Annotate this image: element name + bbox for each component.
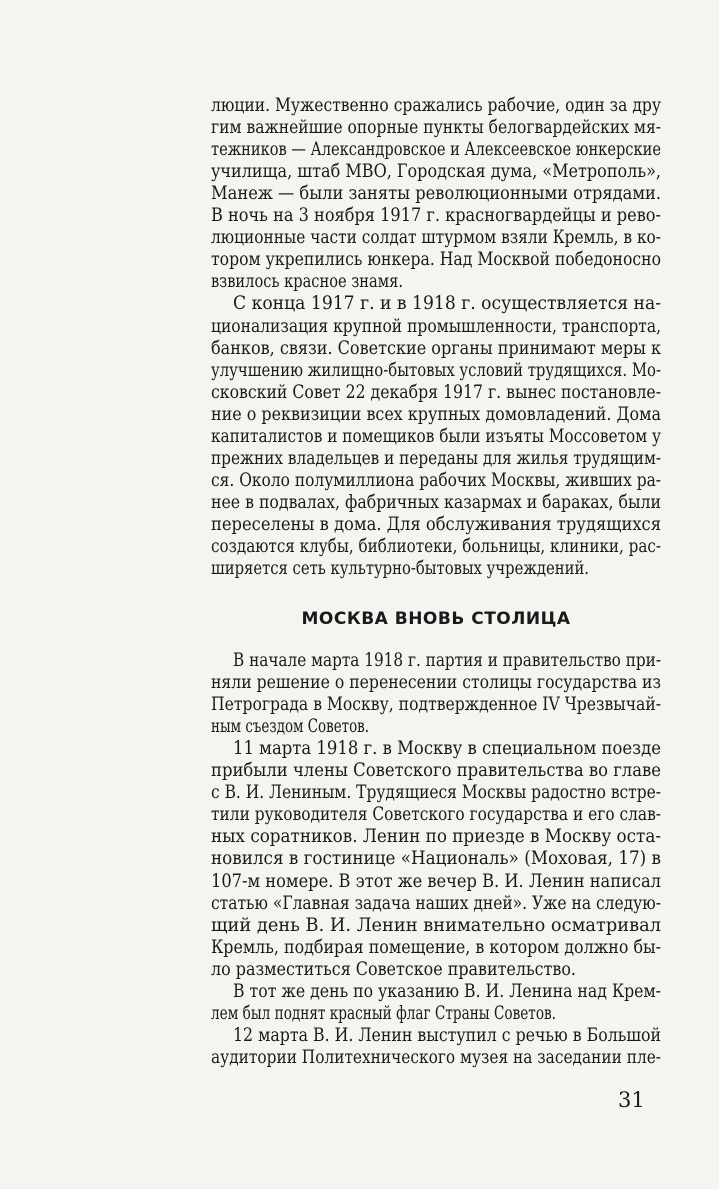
- text-line: С конца 1917 г. и в 1918 г. осуществляется на-: [233, 292, 661, 315]
- text-line: 11 марта 1918 г. в Москву в специальном поезде: [233, 737, 661, 760]
- text-line: щий день В. И. Ленин внимательно осматривал: [211, 913, 661, 936]
- text-line: люционные части солдат штурмом взяли Кремль, в ко-: [211, 226, 661, 249]
- text-line: 12 марта В. И. Ленин выступил с речью в Большой: [233, 1023, 661, 1046]
- text-line: сковский Совет 22 декабря 1917 г. вынес постановле-: [211, 380, 661, 403]
- text-line: с В. И. Лениным. Трудящиеся Москвы радостно встре-: [211, 781, 661, 804]
- text-line: лем был поднят красный флаг Страны Советов.: [211, 1001, 556, 1024]
- text-line: прибыли члены Советского правительства во главе: [211, 759, 661, 782]
- text-line: В ночь на 3 ноября 1917 г. красногвардейцы и рево-: [211, 204, 661, 227]
- text-line: ным съездом Советов.: [211, 715, 369, 738]
- text-line: банков, связи. Советские органы принимают меры к: [211, 336, 661, 359]
- text-line: прежних владельцев и переданы для жилья трудящим-: [211, 446, 661, 469]
- text-line: переселены в дома. Для обслуживания трудящихся: [211, 512, 661, 535]
- section-heading: МОСКВА ВНОВЬ СТОЛИЦА: [301, 609, 571, 629]
- text-line: люции. Мужественно сражались рабочие, один за дру: [211, 94, 661, 116]
- page-number: 31: [618, 1088, 645, 1112]
- text-line: новился в гостинице «Националь» (Моховая, 17) в: [211, 847, 661, 870]
- text-line: ционализация крупной промышленности, транспорта,: [211, 314, 661, 337]
- text-line: ширяется сеть культурно-бытовых учреждений.: [211, 557, 589, 580]
- text-line: нее в подвалах, фабричных казармах и бараках, были: [211, 490, 661, 513]
- text-line: взвилось красное знамя.: [211, 270, 403, 293]
- text-line: В начале марта 1918 г. партия и правительство при-: [233, 649, 661, 671]
- text-line: ние о реквизиции всех крупных домовладений. Дома: [211, 402, 661, 425]
- text-line: В тот же день по указанию В. И. Ленина над Крем-: [233, 979, 661, 1002]
- text-line: улучшению жилищно-бытовых условий трудящихся. Мо-: [211, 358, 661, 381]
- text-line: Манеж — были заняты революционными отрядами.: [211, 182, 661, 205]
- text-line: училища, штаб МВО, Городская дума, «Метрополь»,: [211, 160, 661, 183]
- text-line: ных соратников. Ленин по приезде в Москву оста-: [211, 825, 661, 848]
- text-line: ся. Около полумиллиона рабочих Москвы, живших ра-: [211, 468, 661, 491]
- text-line: Петрограда в Москву, подтвержденное IV Чрезвычай-: [211, 693, 661, 716]
- text-line: аудитории Политехнического музея на заседании пле-: [211, 1045, 661, 1068]
- text-line: гим важнейшие опорные пункты белогвардейских мя-: [211, 116, 661, 139]
- text-line: ло разместиться Советское правительство.: [211, 957, 576, 980]
- text-line: 107-м номере. В этот же вечер В. И. Ленин написал: [211, 869, 661, 892]
- text-line: Кремль, подбирая помещение, в котором должно бы-: [211, 935, 661, 958]
- text-line: статью «Главная задача наших дней». Уже на следую-: [211, 891, 661, 914]
- text-line: создаются клубы, библиотеки, больницы, клиники, рас-: [211, 535, 661, 557]
- text-line: няли решение о перенесении столицы государства из: [211, 671, 661, 694]
- text-line: тили руководителя Советского государства и его слав-: [211, 803, 661, 826]
- text-line: капиталистов и помещиков были изъяты Моссоветом у: [211, 424, 661, 447]
- text-line: тором укрепились юнкера. Над Москвой победоносно: [211, 248, 661, 271]
- text-line: тежников — Александровское и Алексеевское юнкерские: [211, 138, 661, 161]
